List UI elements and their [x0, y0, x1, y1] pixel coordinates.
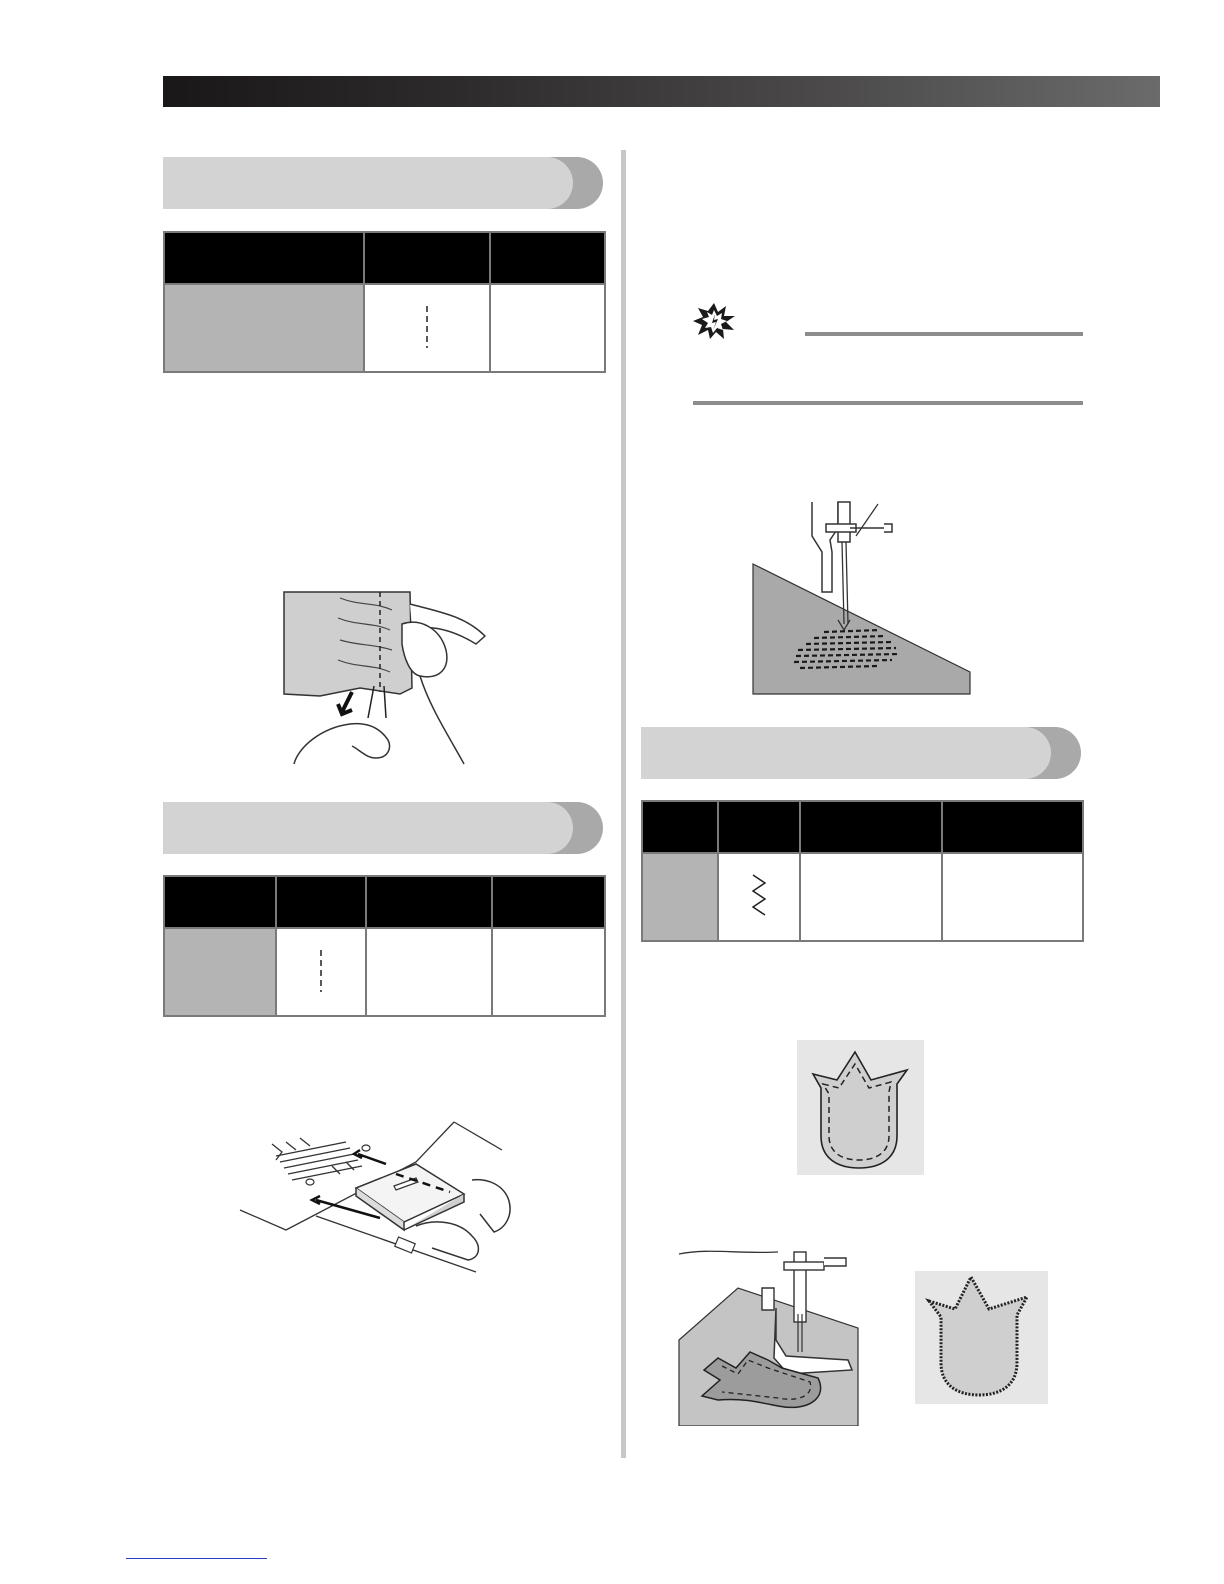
applique-tulip-basted-illustration — [797, 1040, 924, 1175]
table-cell — [800, 853, 942, 941]
table-header-cell — [492, 876, 605, 928]
section-header-darts — [163, 802, 603, 854]
stitch-table-darts — [163, 875, 606, 1017]
table-header-cell — [942, 801, 1083, 853]
table-cell — [490, 284, 605, 372]
table-row — [642, 853, 1083, 941]
starburst-note-icon — [692, 302, 736, 340]
applique-tulip-finished-illustration — [915, 1271, 1048, 1404]
table-header-cell — [366, 876, 492, 928]
table-header-row — [164, 232, 605, 284]
presser-foot-illustration — [236, 1118, 521, 1278]
table-header-cell — [364, 232, 490, 284]
table-header-cell — [164, 232, 364, 284]
table-cell — [942, 853, 1083, 941]
table-cell — [492, 928, 605, 1016]
table-cell — [642, 853, 718, 941]
table-cell-stitch — [276, 928, 366, 1016]
gathering-illustration — [280, 588, 495, 768]
note-rule-bottom — [693, 401, 1083, 405]
table-row — [164, 284, 605, 372]
table-cell-stitch — [718, 853, 800, 941]
table-header-cell — [800, 801, 942, 853]
table-cell — [164, 284, 364, 372]
note-rule-top — [805, 332, 1083, 336]
table-header-cell — [490, 232, 605, 284]
table-header-row — [642, 801, 1083, 853]
table-cell — [164, 928, 276, 1016]
section-header-gathering — [163, 157, 603, 209]
sewing-applique-illustration — [678, 1248, 860, 1426]
straight-stitch-icon — [417, 302, 437, 352]
straight-stitch-icon — [311, 946, 331, 996]
table-header-row — [164, 876, 605, 928]
table-header-cell — [164, 876, 276, 928]
zigzag-stitch-icon — [747, 871, 771, 921]
needle-stitching-illustration — [752, 500, 972, 696]
chapter-header-bar — [163, 76, 1160, 107]
column-divider — [621, 150, 626, 1458]
table-header-cell — [718, 801, 800, 853]
section-header-applique — [641, 727, 1081, 779]
table-cell-stitch — [364, 284, 490, 372]
page-link-underline[interactable] — [126, 1558, 267, 1559]
table-header-cell — [276, 876, 366, 928]
stitch-table-gathering — [163, 231, 606, 373]
stitch-table-applique — [641, 800, 1084, 942]
table-cell — [366, 928, 492, 1016]
table-header-cell — [642, 801, 718, 853]
table-row — [164, 928, 605, 1016]
